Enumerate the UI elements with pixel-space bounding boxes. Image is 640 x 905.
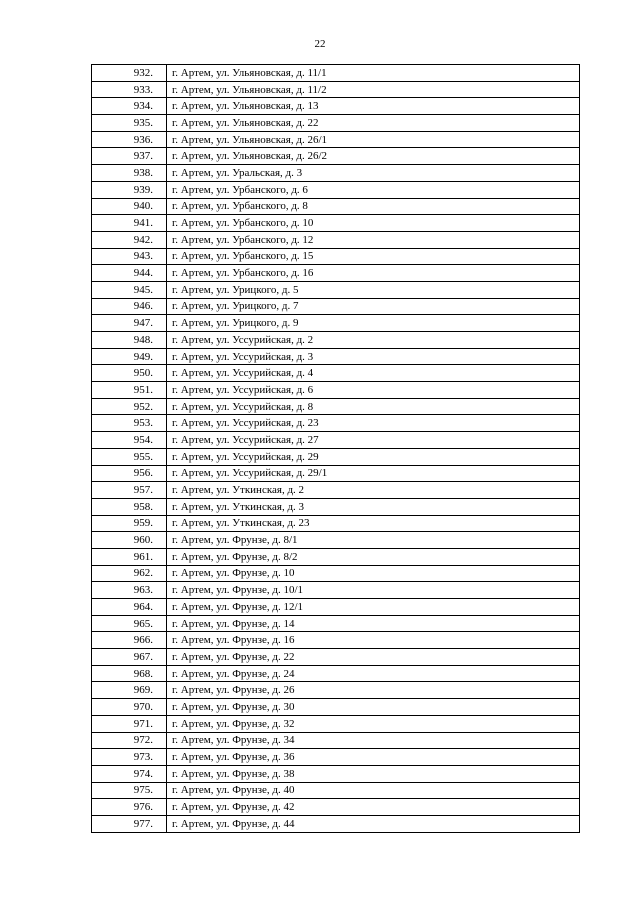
table-row — [92, 415, 580, 432]
address-cell: г. Артем, ул. Фрунзе, д. 36 — [167, 749, 580, 766]
row-number-cell: 965. — [92, 615, 167, 632]
address-cell: г. Артем, ул. Урбанского, д. 8 — [167, 198, 580, 215]
table-row — [92, 382, 580, 399]
address-cell: г. Артем, ул. Уральская, д. 3 — [167, 165, 580, 182]
address-cell: г. Артем, ул. Уссурийская, д. 4 — [167, 365, 580, 382]
row-number-cell: 952. — [92, 398, 167, 415]
address-cell: г. Артем, ул. Фрунзе, д. 8/1 — [167, 532, 580, 549]
table-row — [92, 632, 580, 649]
row-number-cell: 942. — [92, 231, 167, 248]
row-number-cell: 970. — [92, 699, 167, 716]
address-cell: г. Артем, ул. Урицкого, д. 7 — [167, 298, 580, 315]
table-row — [92, 281, 580, 298]
table-row — [92, 65, 580, 82]
row-number-cell: 943. — [92, 248, 167, 265]
address-cell: г. Артем, ул. Урбанского, д. 10 — [167, 215, 580, 232]
address-cell: г. Артем, ул. Уссурийская, д. 29 — [167, 448, 580, 465]
row-number-cell: 957. — [92, 482, 167, 499]
row-number-cell: 966. — [92, 632, 167, 649]
address-cell: г. Артем, ул. Фрунзе, д. 24 — [167, 665, 580, 682]
address-cell: г. Артем, ул. Ульяновская, д. 13 — [167, 98, 580, 115]
row-number-cell: 954. — [92, 432, 167, 449]
row-number-cell: 935. — [92, 115, 167, 132]
table-row — [92, 315, 580, 332]
row-number-cell: 975. — [92, 782, 167, 799]
row-number-cell: 939. — [92, 181, 167, 198]
row-number-cell: 946. — [92, 298, 167, 315]
address-cell: г. Артем, ул. Урицкого, д. 9 — [167, 315, 580, 332]
address-cell: г. Артем, ул. Фрунзе, д. 34 — [167, 732, 580, 749]
row-number-cell: 944. — [92, 265, 167, 282]
table-row — [92, 465, 580, 482]
row-number-cell: 940. — [92, 198, 167, 215]
address-cell: г. Артем, ул. Ульяновская, д. 26/1 — [167, 131, 580, 148]
table-row — [92, 782, 580, 799]
row-number-cell: 963. — [92, 582, 167, 599]
table-row — [92, 348, 580, 365]
row-number-cell: 947. — [92, 315, 167, 332]
row-number-cell: 961. — [92, 548, 167, 565]
address-cell: г. Артем, ул. Фрунзе, д. 40 — [167, 782, 580, 799]
table-row — [92, 148, 580, 165]
address-cell: г. Артем, ул. Уссурийская, д. 2 — [167, 332, 580, 349]
table-row — [92, 198, 580, 215]
table-row — [92, 215, 580, 232]
address-cell: г. Артем, ул. Урбанского, д. 15 — [167, 248, 580, 265]
table-row — [92, 248, 580, 265]
row-number-cell: 934. — [92, 98, 167, 115]
row-number-cell: 967. — [92, 649, 167, 666]
address-cell: г. Артем, ул. Фрунзе, д. 44 — [167, 815, 580, 832]
table-row — [92, 532, 580, 549]
table-row — [92, 799, 580, 816]
row-number-cell: 962. — [92, 565, 167, 582]
address-table — [91, 64, 580, 833]
address-cell: г. Артем, ул. Уссурийская, д. 27 — [167, 432, 580, 449]
row-number-cell: 958. — [92, 498, 167, 515]
address-cell: г. Артем, ул. Фрунзе, д. 14 — [167, 615, 580, 632]
table-row — [92, 482, 580, 499]
address-cell: г. Артем, ул. Фрунзе, д. 12/1 — [167, 599, 580, 616]
table-row — [92, 231, 580, 248]
table-row — [92, 732, 580, 749]
address-cell: г. Артем, ул. Фрунзе, д. 8/2 — [167, 548, 580, 565]
page-number: 22 — [314, 38, 326, 50]
table-row — [92, 515, 580, 532]
table-row — [92, 181, 580, 198]
address-cell: г. Артем, ул. Фрунзе, д. 30 — [167, 699, 580, 716]
address-cell: г. Артем, ул. Уссурийская, д. 8 — [167, 398, 580, 415]
row-number-cell: 959. — [92, 515, 167, 532]
table-row — [92, 332, 580, 349]
table-row — [92, 565, 580, 582]
row-number-cell: 937. — [92, 148, 167, 165]
row-number-cell: 971. — [92, 715, 167, 732]
address-cell: г. Артем, ул. Фрунзе, д. 22 — [167, 649, 580, 666]
address-cell: г. Артем, ул. Уссурийская, д. 29/1 — [167, 465, 580, 482]
row-number-cell: 969. — [92, 682, 167, 699]
address-cell: г. Артем, ул. Уссурийская, д. 6 — [167, 382, 580, 399]
row-number-cell: 936. — [92, 131, 167, 148]
table-row — [92, 365, 580, 382]
address-cell: г. Артем, ул. Урбанского, д. 16 — [167, 265, 580, 282]
address-cell: г. Артем, ул. Уссурийская, д. 3 — [167, 348, 580, 365]
row-number-cell: 960. — [92, 532, 167, 549]
address-cell: г. Артем, ул. Фрунзе, д. 16 — [167, 632, 580, 649]
table-row — [92, 682, 580, 699]
address-cell: г. Артем, ул. Уткинская, д. 23 — [167, 515, 580, 532]
table-row — [92, 715, 580, 732]
table-row — [92, 582, 580, 599]
address-cell: г. Артем, ул. Фрунзе, д. 42 — [167, 799, 580, 816]
address-cell: г. Артем, ул. Уссурийская, д. 23 — [167, 415, 580, 432]
address-table-body — [92, 65, 580, 833]
table-row — [92, 81, 580, 98]
address-cell: г. Артем, ул. Фрунзе, д. 26 — [167, 682, 580, 699]
table-row — [92, 448, 580, 465]
table-row — [92, 765, 580, 782]
row-number-cell: 949. — [92, 348, 167, 365]
row-number-cell: 972. — [92, 732, 167, 749]
address-cell: г. Артем, ул. Урбанского, д. 6 — [167, 181, 580, 198]
table-row — [92, 665, 580, 682]
address-cell: г. Артем, ул. Уткинская, д. 2 — [167, 482, 580, 499]
table-row — [92, 599, 580, 616]
table-row — [92, 131, 580, 148]
row-number-cell: 938. — [92, 165, 167, 182]
address-cell: г. Артем, ул. Фрунзе, д. 10 — [167, 565, 580, 582]
row-number-cell: 950. — [92, 365, 167, 382]
table-row — [92, 815, 580, 832]
row-number-cell: 964. — [92, 599, 167, 616]
address-cell: г. Артем, ул. Ульяновская, д. 22 — [167, 115, 580, 132]
row-number-cell: 948. — [92, 332, 167, 349]
address-cell: г. Артем, ул. Фрунзе, д. 38 — [167, 765, 580, 782]
table-row — [92, 548, 580, 565]
address-cell: г. Артем, ул. Фрунзе, д. 10/1 — [167, 582, 580, 599]
address-cell: г. Артем, ул. Урицкого, д. 5 — [167, 281, 580, 298]
row-number-cell: 968. — [92, 665, 167, 682]
address-cell: г. Артем, ул. Ульяновская, д. 11/2 — [167, 81, 580, 98]
address-cell: г. Артем, ул. Фрунзе, д. 32 — [167, 715, 580, 732]
address-cell: г. Артем, ул. Ульяновская, д. 11/1 — [167, 65, 580, 82]
row-number-cell: 956. — [92, 465, 167, 482]
table-row — [92, 115, 580, 132]
row-number-cell: 953. — [92, 415, 167, 432]
row-number-cell: 973. — [92, 749, 167, 766]
address-cell: г. Артем, ул. Урбанского, д. 12 — [167, 231, 580, 248]
address-cell: г. Артем, ул. Уткинская, д. 3 — [167, 498, 580, 515]
table-row — [92, 165, 580, 182]
row-number-cell: 945. — [92, 281, 167, 298]
address-cell: г. Артем, ул. Ульяновская, д. 26/2 — [167, 148, 580, 165]
table-row — [92, 649, 580, 666]
row-number-cell: 976. — [92, 799, 167, 816]
row-number-cell: 955. — [92, 448, 167, 465]
row-number-cell: 932. — [92, 65, 167, 82]
table-row — [92, 298, 580, 315]
row-number-cell: 951. — [92, 382, 167, 399]
row-number-cell: 977. — [92, 815, 167, 832]
table-row — [92, 98, 580, 115]
table-row — [92, 749, 580, 766]
row-number-cell: 974. — [92, 765, 167, 782]
row-number-cell: 941. — [92, 215, 167, 232]
table-row — [92, 432, 580, 449]
table-row — [92, 265, 580, 282]
table-row — [92, 398, 580, 415]
table-row — [92, 498, 580, 515]
table-row — [92, 615, 580, 632]
table-row — [92, 699, 580, 716]
row-number-cell: 933. — [92, 81, 167, 98]
